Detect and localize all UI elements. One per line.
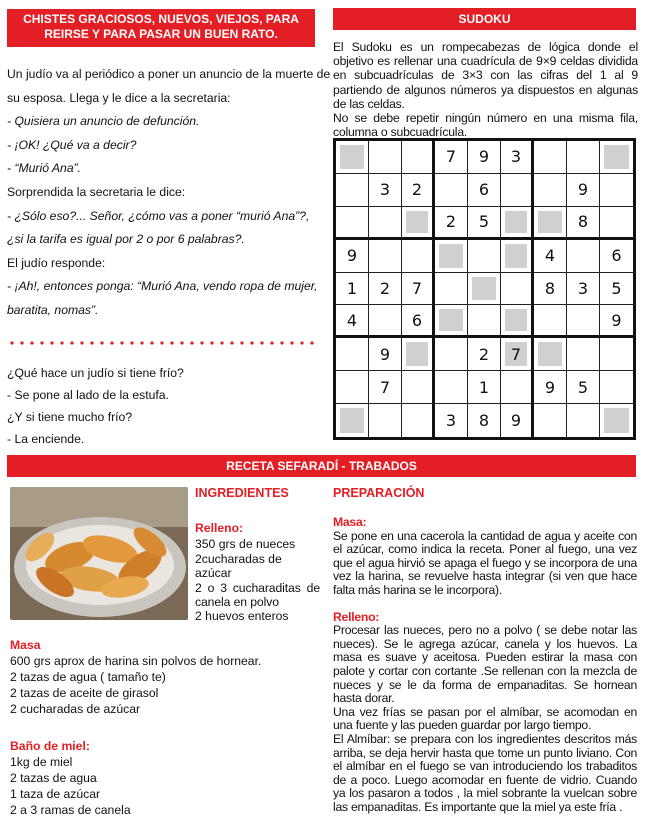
trabados-photo: [10, 487, 188, 620]
sudoku-digit: 9: [510, 411, 522, 431]
sudoku-digit: 3: [379, 180, 391, 200]
joke-line: Sorprendida la secretaria le dice:: [7, 184, 186, 199]
ingredients-title: INGREDIENTES: [195, 486, 289, 500]
joke-line: - ¡OK! ¿Qué va a decir?: [7, 137, 137, 152]
sudoku-cell-r2c5: [468, 174, 501, 207]
sudoku-cell-r4c5: [468, 240, 501, 273]
ingredient-item: 2 o 3 cucharaditas de canela en polvo: [195, 580, 320, 610]
sudoku-cell-r8c7: [534, 371, 567, 404]
sudoku-digit: 1: [478, 377, 490, 397]
recipe-banner: RECETA SEFARADÍ - TRABADOS: [7, 455, 636, 477]
joke-line: su esposa. Llega y le dice a la secretaria:: [7, 90, 231, 105]
sudoku-cell-r9c1: [336, 404, 369, 437]
sudoku-cell-r3c4: [435, 207, 468, 240]
sudoku-cell-r5c9: [600, 273, 633, 306]
sudoku-cell-r1c5: [468, 141, 501, 174]
sudoku-cell-r9c2: [369, 404, 402, 437]
sudoku-cell-r1c3: [402, 141, 435, 174]
sudoku-banner: SUDOKU: [333, 8, 636, 30]
sudoku-cell-r4c8: [567, 240, 600, 273]
sudoku-cell-r9c3: [402, 404, 435, 437]
sudoku-cell-r6c7: [534, 305, 567, 338]
sudoku-cell-r1c4: [435, 141, 468, 174]
sudoku-cell-r6c2: [369, 305, 402, 338]
sudoku-cell-r7c6: [501, 338, 534, 371]
joke-line: - La enciende.: [7, 432, 85, 446]
bano-ingredients: [10, 738, 320, 818]
ingredient-item: 2 huevos enteros: [195, 609, 289, 624]
joke-2: [7, 362, 317, 450]
sudoku-cell-r2c8: [567, 174, 600, 207]
sudoku-cell-r8c1: [336, 371, 369, 404]
sudoku-digit: 4: [544, 246, 556, 266]
sudoku-digit: 5: [577, 377, 589, 397]
sudoku-cell-r1c7: [534, 141, 567, 174]
sudoku-cell-r9c6: [501, 404, 534, 437]
sudoku-digit: 1: [346, 278, 358, 298]
sudoku-digit: 7: [411, 278, 423, 298]
ingredient-item: 2 a 3 ramas de canela: [10, 803, 131, 817]
sudoku-digit: 8: [478, 411, 490, 431]
preparation-title: PREPARACIÓN: [333, 486, 425, 500]
sudoku-cell-r7c4: [435, 338, 468, 371]
sudoku-cell-r3c7: [534, 207, 567, 240]
ingredient-item: 1 taza de azúcar: [10, 787, 101, 801]
sudoku-rule-text: No se debe repetir ningún número en una misma fila, columna o subcuadrícula.: [333, 111, 638, 140]
ingredient-item: 2 tazas de aceite de girasol: [10, 686, 159, 700]
sudoku-cell-r6c1: [336, 305, 369, 338]
sudoku-cell-r7c7: [534, 338, 567, 371]
sudoku-cell-r8c8: [567, 371, 600, 404]
masa-ingredients: [10, 637, 320, 717]
sudoku-digit: 7: [510, 344, 522, 364]
sudoku-digit: 2: [445, 212, 457, 232]
sudoku-cell-r4c3: [402, 240, 435, 273]
sudoku-cell-r3c8: [567, 207, 600, 240]
joke-line: - “Murió Ana”.: [7, 161, 82, 176]
sudoku-cell-r4c1: [336, 240, 369, 273]
sudoku-digit: 2: [379, 278, 391, 298]
joke-line: Un judío va al periódico a poner un anuncio de la muerte de: [7, 67, 331, 81]
sudoku-cell-r3c1: [336, 207, 369, 240]
sudoku-cell-r5c8: [567, 273, 600, 306]
ingredient-item: 1kg de miel: [10, 755, 73, 769]
sudoku-cell-r2c6: [501, 174, 534, 207]
ingredient-item: 2 cucharadas de azúcar: [10, 702, 141, 716]
sudoku-digit: 8: [544, 278, 556, 298]
sudoku-cell-r4c4: [435, 240, 468, 273]
prep-masa-heading: Masa:: [333, 515, 367, 529]
joke-line: - ¿Sólo eso?... Señor, ¿cómo vas a poner “murió Ana”?,: [7, 208, 310, 223]
sudoku-digit: 2: [478, 344, 490, 364]
relleno-ingredients: [195, 521, 320, 624]
prep-relleno-heading: Relleno:: [333, 609, 380, 624]
prep-paragraph: El Almíbar: se prepara con los ingredientes descritos más arriba, se deja hervir hasta que tome un punto liviano. Con el almíbar en el fuego se van introduciendo los trabaditos de a poco. Luego acomodar en fuente de vidrio. Cuando ya los pasaron a todos , la miel sobrante la vuelcan sobre las empanaditas. Es importante que la miel ya este fría .: [333, 731, 637, 814]
ingredient-item: 350 grs de nueces: [195, 537, 296, 552]
sudoku-cell-r7c3: [402, 338, 435, 371]
joke-line: El judío responde:: [7, 255, 106, 270]
prep-paragraph: Una vez frías se pasan por el almíbar, se acomodan en una fuente y las pueden guardar por largo tiempo.: [333, 704, 637, 733]
prep-paragraph: Procesar las nueces, pero no a polvo ( se debe notar las nueces). Se le agrega azúcar, canela y los huevos. La masa es suave y aceitosa. Pueden estirar la masa con palote y cortar con cortante .Se rellenan con la mezcla de nueces y se le da forma de empanaditas. Se hornean hasta dorar.: [333, 623, 637, 706]
sudoku-digit: 9: [544, 377, 556, 397]
sudoku-digit: 3: [445, 411, 457, 431]
sudoku-cell-r1c8: [567, 141, 600, 174]
sudoku-cell-r1c1: [336, 141, 369, 174]
sudoku-cell-r3c5: [468, 207, 501, 240]
sudoku-cell-r6c5: [468, 305, 501, 338]
sudoku-cell-r2c1: [336, 174, 369, 207]
prep-paragraph: Se pone en una cacerola la cantidad de agua y aceite con el azúcar, como indica la receta. Poner al fuego, una vez que el agua hirvió se apaga el fuego y se incorpora de una vez la harina, se revuelve hasta integrar (si ven que hace falta más harina se le incorpora).: [333, 528, 637, 597]
sudoku-digit: 2: [411, 180, 423, 200]
sudoku-cell-r5c7: [534, 273, 567, 306]
sudoku-digit: 6: [611, 246, 622, 266]
sudoku-cell-r1c9: [600, 141, 633, 174]
relleno-heading: Relleno:: [195, 521, 244, 535]
masa-heading: Masa: [10, 638, 41, 652]
sudoku-digit: 5: [478, 212, 490, 232]
sudoku-cell-r2c9: [600, 174, 633, 207]
joke-1: [7, 63, 331, 323]
sudoku-cell-r7c2: [369, 338, 402, 371]
sudoku-cell-r7c5: [468, 338, 501, 371]
sudoku-cell-r8c6: [501, 371, 534, 404]
sudoku-cell-r9c8: [567, 404, 600, 437]
sudoku-digit: 8: [577, 212, 589, 232]
ingredient-item: 2cucharadas de azúcar: [195, 551, 282, 581]
sudoku-digit: 7: [445, 147, 457, 167]
sudoku-cell-r5c5: [468, 273, 501, 306]
sudoku-cell-r4c2: [369, 240, 402, 273]
sudoku-intro-text: El Sudoku es un rompecabezas de lógica donde el objetivo es rellenar una cuadrícula de 9×9 celdas dividida en subcuadrículas de 3×3 con las cifras del 1 al 9 partiendo de algunos números ya dispuestos en algunas de las celdas.: [333, 40, 638, 111]
sudoku-cell-r9c4: [435, 404, 468, 437]
sudoku-digit: 4: [346, 310, 358, 330]
joke-line: - Se pone al lado de la estufa.: [7, 388, 169, 402]
sudoku-intro: [333, 40, 638, 139]
ingredient-item: 2 tazas de agua ( tamaño te): [10, 670, 166, 684]
dotted-divider: [7, 341, 315, 345]
sudoku-cell-r2c4: [435, 174, 468, 207]
sudoku-cell-r6c9: [600, 305, 633, 338]
sudoku-digit: 7: [379, 377, 391, 397]
sudoku-cell-r1c2: [369, 141, 402, 174]
sudoku-cell-r7c8: [567, 338, 600, 371]
sudoku-cell-r6c6: [501, 305, 534, 338]
sudoku-cell-r6c4: [435, 305, 468, 338]
sudoku-digit: 9: [577, 180, 589, 200]
sudoku-digit: 3: [510, 147, 522, 167]
joke-line: baratita, nomas”.: [7, 302, 99, 317]
preparation-text: [333, 516, 637, 814]
sudoku-digit: 5: [611, 278, 622, 298]
joke-line: - ¡Ah!, entonces ponga: “Murió Ana, vendo ropa de mujer,: [7, 279, 318, 294]
sudoku-cell-r3c2: [369, 207, 402, 240]
sudoku-cell-r3c6: [501, 207, 534, 240]
sudoku-board: [333, 138, 636, 440]
joke-line: ¿Qué hace un judío si tiene frío?: [7, 366, 184, 380]
sudoku-cell-r9c9: [600, 404, 633, 437]
sudoku-cell-r8c5: [468, 371, 501, 404]
sudoku-digit: 9: [379, 344, 391, 364]
sudoku-cell-r8c2: [369, 371, 402, 404]
sudoku-cell-r7c9: [600, 338, 633, 371]
jokes-banner: CHISTES GRACIOSOS, NUEVOS, VIEJOS, PARA REIRSE Y PARA PASAR UN BUEN RATO.: [7, 9, 315, 47]
pastry-bowl-illustration: [10, 487, 188, 620]
sudoku-cell-r4c7: [534, 240, 567, 273]
joke-line: ¿Y si tiene mucho frío?: [7, 410, 133, 424]
sudoku-cell-r2c3: [402, 174, 435, 207]
joke-line: ¿si la tarifa es igual por 2 o por 6 palabras?.: [7, 232, 245, 247]
ingredient-item: 600 grs aprox de harina sin polvos de hornear.: [10, 654, 262, 668]
sudoku-cell-r5c4: [435, 273, 468, 306]
sudoku-cell-r6c8: [567, 305, 600, 338]
sudoku-cell-r5c6: [501, 273, 534, 306]
sudoku-cell-r3c3: [402, 207, 435, 240]
sudoku-cell-r2c2: [369, 174, 402, 207]
sudoku-digit: 9: [346, 246, 358, 266]
ingredient-item: 2 tazas de agua: [10, 771, 97, 785]
sudoku-cell-r4c6: [501, 240, 534, 273]
sudoku-cell-r1c6: [501, 141, 534, 174]
sudoku-cell-r4c9: [600, 240, 633, 273]
sudoku-digit: 3: [577, 278, 589, 298]
sudoku-cell-r8c4: [435, 371, 468, 404]
sudoku-cell-r6c3: [402, 305, 435, 338]
sudoku-cell-r8c9: [600, 371, 633, 404]
sudoku-grid: [333, 138, 636, 440]
sudoku-digit: 9: [611, 310, 622, 330]
sudoku-cell-r5c3: [402, 273, 435, 306]
joke-line: - Quisiera un anuncio de defunción.: [7, 114, 200, 129]
sudoku-digit: 9: [478, 147, 490, 167]
bano-heading: Baño de miel:: [10, 739, 90, 753]
sudoku-cell-r2c7: [534, 174, 567, 207]
sudoku-digit: 6: [478, 180, 490, 200]
sudoku-cell-r3c9: [600, 207, 633, 240]
sudoku-cell-r7c1: [336, 338, 369, 371]
sudoku-cell-r9c5: [468, 404, 501, 437]
sudoku-digit: 6: [411, 310, 423, 330]
sudoku-cell-r8c3: [402, 371, 435, 404]
sudoku-cell-r5c1: [336, 273, 369, 306]
sudoku-cell-r9c7: [534, 404, 567, 437]
sudoku-cell-r5c2: [369, 273, 402, 306]
